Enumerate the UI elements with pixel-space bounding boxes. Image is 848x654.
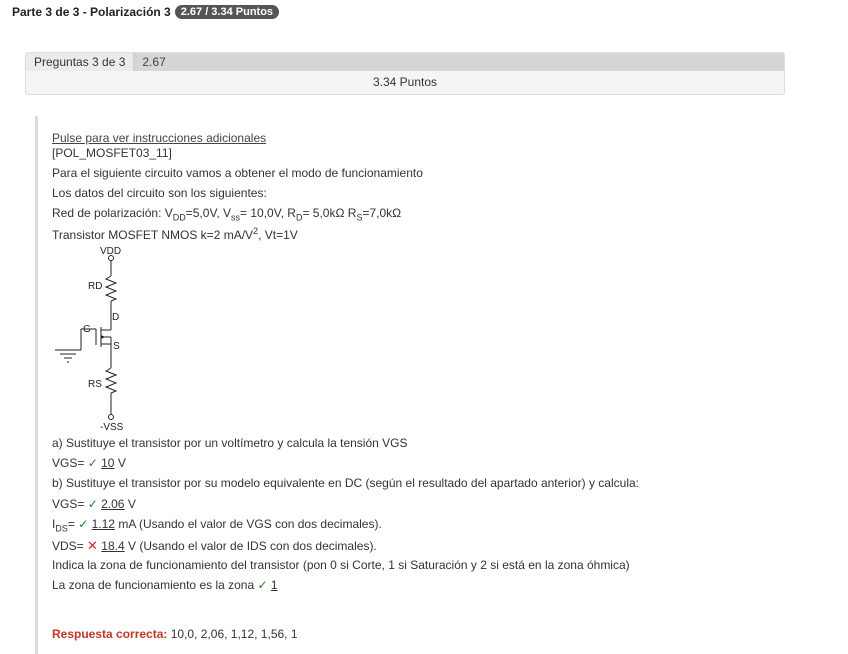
page-header (12, 5, 279, 19)
correct-answer: Respuesta correcta: 10,0, 2,06, 1,12, 1,56, 1 (52, 627, 298, 641)
question-intro: Para el siguiente circuito vamos a obtener el modo de funcionamiento (52, 166, 423, 180)
score-badge: 2.67 / 3.34 Puntos (175, 5, 279, 19)
questions-count: Preguntas 3 de 3 (26, 53, 134, 71)
transistor-spec: Transistor MOSFET NMOS k=2 $mA/V^2$, Vt=1V (52, 226, 298, 242)
bias-network: Red de polarización: $V_{DD}=5,0V$, $V_{ss}= 10,0V$, $R_D= 5,0k\Omega$ $R_S=7,0k\Omega$ (52, 206, 402, 223)
question-code: [POL_MOSFET03_11] (52, 146, 172, 160)
rs-label: RS (88, 379, 102, 390)
check-icon: ✓ (78, 517, 89, 531)
zone-answer-row: La zona de funcionamiento es la zona ✓ 1 (52, 578, 278, 592)
instructions-link[interactable]: Pulse para ver instrucciones adicionales (52, 131, 267, 145)
rd-label: RD (88, 281, 103, 292)
question-border (35, 116, 38, 654)
score-value: 2.67 (142, 55, 166, 69)
section-title: Parte 3 de 3 - Polarización 3 (12, 5, 171, 19)
check-icon: ✓ (87, 497, 98, 511)
part-b-text: b) Sustituye el transistor por su modelo equivalente en DC (según el resultado del apartado anterior) y calcula: (52, 476, 639, 490)
check-icon: ✓ (87, 456, 98, 470)
part-b-ids: $I_{DS}=$ ✓ 1.12 mA (Usando el valor de VGS con dos decimales). (52, 517, 382, 534)
vss-label: -VSS (100, 422, 124, 433)
part-b-vds: VDS= ✕ 18.4 V (Usando el valor de IDS con dos decimales). (52, 538, 377, 553)
zone-text: Indica la zona de funcionamiento del transistor (pon 0 si Corte, 1 si Saturación y 2 si está en la zona óhmica) (52, 558, 630, 572)
data-heading: Los datos del circuito son los siguientes: (52, 186, 267, 200)
zone-answer: 1 (270, 578, 278, 592)
circuit-diagram (50, 243, 130, 433)
drain-label: D (112, 312, 120, 323)
total-points: 3.34 Puntos (26, 71, 784, 94)
part-a-vgs: VGS= ✓ 10 V (52, 456, 126, 470)
score-summary (25, 52, 785, 95)
vgs-answer-a: 10 (101, 456, 115, 470)
check-icon: ✓ (257, 578, 268, 592)
vds-answer: 18.4 (101, 539, 125, 553)
part-b-vgs: VGS= ✓ 2.06 V (52, 497, 136, 511)
vdd-label: VDD (100, 246, 122, 257)
vgs-answer-b: 2.06 (101, 497, 125, 511)
source-label: S (113, 341, 120, 352)
gate-label: G (83, 324, 91, 335)
part-a-text: a) Sustituye el transistor por un voltímetro y calcula la tensión VGS (52, 436, 408, 450)
ids-answer: 1.12 (91, 517, 115, 531)
cross-icon: ✕ (87, 538, 98, 553)
